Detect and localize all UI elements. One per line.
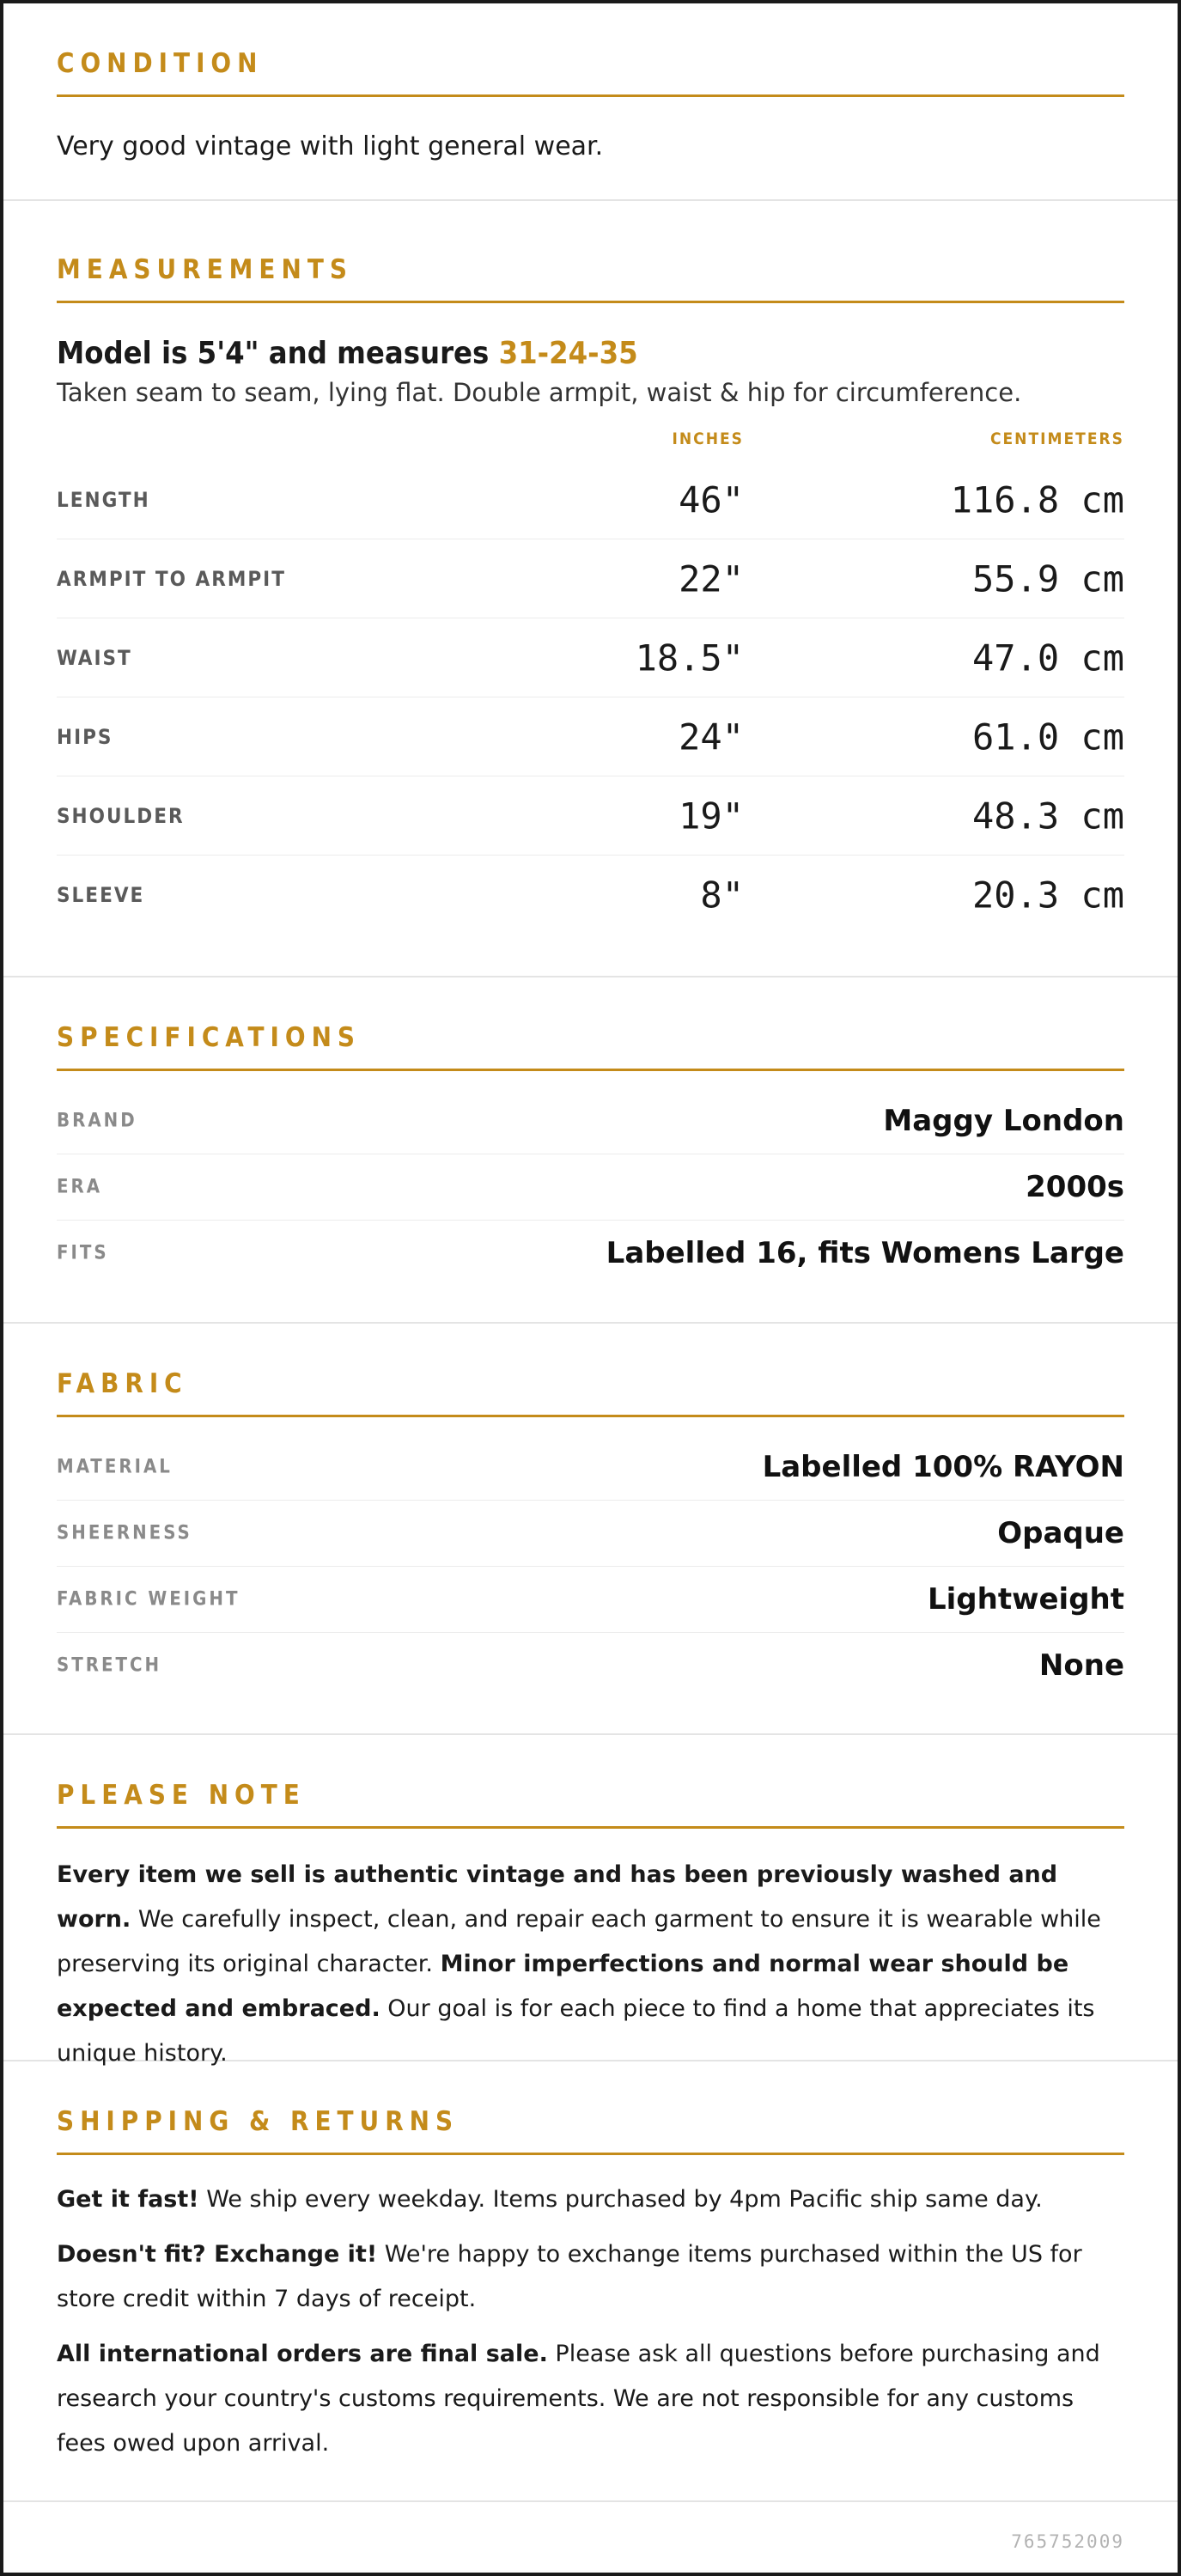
- fabric-value: Opaque: [997, 1516, 1124, 1550]
- condition-heading: [57, 48, 1124, 97]
- measurement-inches: 22": [679, 557, 744, 600]
- model-info: [57, 336, 1124, 371]
- measurement-label: LENGTH: [57, 487, 150, 512]
- spec-value: Maggy London: [883, 1104, 1124, 1138]
- condition-section: [3, 3, 1178, 201]
- measurement-label: WAIST: [57, 645, 132, 670]
- shipping-heading: [57, 2106, 1124, 2155]
- measurement-row-waist: [57, 618, 1124, 697]
- specifications-heading-text: SPECIFICATIONS: [57, 1022, 362, 1053]
- measurement-row-armpit: [57, 539, 1124, 618]
- fabric-row-sheerness: [57, 1501, 1124, 1567]
- spec-key: BRAND: [57, 1110, 137, 1132]
- shipping-text: We ship every weekday. Items purchased by 4pm Pacific ship same day.: [198, 2186, 1043, 2213]
- model-measures: 31-24-35: [498, 336, 638, 371]
- spec-value: 2000s: [1026, 1170, 1124, 1204]
- shipping-bold: Doesn't fit? Exchange it!: [57, 2241, 378, 2268]
- model-prefix: Model is 5'4" and measures: [57, 336, 499, 371]
- measurement-cm: 20.3 cm: [971, 874, 1124, 916]
- measurements-heading: [57, 254, 1124, 303]
- measurement-inches: 46": [679, 478, 744, 521]
- measurement-label: ARMPIT TO ARMPIT: [57, 566, 286, 591]
- fabric-key: SHEERNESS: [57, 1522, 192, 1544]
- fabric-key: FABRIC WEIGHT: [57, 1588, 240, 1611]
- fabric-key: STRETCH: [57, 1654, 162, 1677]
- please-note-heading-text: PLEASE NOTE: [57, 1780, 306, 1811]
- product-id: 765752009: [1011, 2531, 1124, 2552]
- measurement-cm: 55.9 cm: [971, 557, 1124, 600]
- please-note-paragraph: [57, 1853, 1124, 2076]
- shipping-section: [3, 2061, 1178, 2502]
- shipping-paragraph-exchange: [57, 2232, 1124, 2322]
- measurement-cm: 47.0 cm: [971, 636, 1124, 679]
- fabric-row-weight: [57, 1567, 1124, 1633]
- note-bold-1: Every item we sell is authentic vintage and has been previously washed and worn.: [57, 1861, 1058, 1933]
- spec-row-era: [57, 1154, 1124, 1221]
- fabric-heading-text: FABRIC: [57, 1368, 188, 1399]
- shipping-bold: All international orders are final sale.: [57, 2341, 548, 2367]
- fabric-section: [3, 1324, 1178, 1735]
- specifications-list: [57, 1088, 1124, 1286]
- specifications-heading: [57, 1022, 1124, 1071]
- shipping-bold: Get it fast!: [57, 2186, 199, 2213]
- measurement-cm: 48.3 cm: [971, 795, 1124, 837]
- fabric-value: None: [1038, 1648, 1124, 1683]
- fabric-row-stretch: [57, 1633, 1124, 1698]
- shipping-text: We're happy to exchange items purchased within the US for store credit within 7 days of receipt.: [57, 2241, 1082, 2312]
- measurement-row-shoulder: [57, 776, 1124, 856]
- specifications-section: [3, 977, 1178, 1324]
- measurement-row-length: [57, 460, 1124, 539]
- spec-value: Labelled 16, fits Womens Large: [606, 1236, 1124, 1270]
- measurement-inches: 18.5": [635, 636, 744, 679]
- note-text-1: We carefully inspect, clean, and repair each garment to ensure it is wearable while preserving its original character.: [57, 1906, 1101, 1977]
- spec-key: FITS: [57, 1242, 109, 1264]
- measurement-row-hips: [57, 697, 1124, 776]
- shipping-text: Please ask all questions before purchasing and research your country's customs requirements. We are not responsible for any customs fees owed upon arrival.: [57, 2341, 1100, 2457]
- please-note-section: [3, 1735, 1178, 2067]
- spec-row-fits: [57, 1221, 1124, 1286]
- fabric-key: MATERIAL: [57, 1456, 173, 1478]
- measurement-cm: 116.8 cm: [950, 478, 1124, 521]
- fabric-heading: [57, 1368, 1124, 1417]
- measurement-row-sleeve: [57, 856, 1124, 934]
- note-bold-2: Minor imperfections and normal wear should be expected and embraced.: [57, 1951, 1069, 2022]
- spec-key: ERA: [57, 1176, 103, 1198]
- measurement-table: [57, 460, 1124, 934]
- measurement-inches: 8": [700, 874, 744, 916]
- measurement-note: Taken seam to seam, lying flat. Double armpit, waist & hip for circumference.: [57, 378, 1022, 407]
- centimeters-column-header: CENTIMETERS: [989, 429, 1124, 448]
- spec-row-brand: [57, 1088, 1124, 1154]
- measurement-column-headers: [57, 429, 1124, 455]
- measurement-inches: 24": [679, 716, 744, 758]
- measurement-label: SHOULDER: [57, 803, 185, 828]
- shipping-paragraph-international: [57, 2332, 1124, 2466]
- measurement-label: SLEEVE: [57, 882, 145, 907]
- fabric-value: Lightweight: [927, 1582, 1124, 1617]
- please-note-heading: [57, 1780, 1124, 1829]
- measurement-label: HIPS: [57, 724, 113, 749]
- condition-text: Very good vintage with light general wear.: [57, 131, 604, 161]
- measurements-heading-text: MEASUREMENTS: [57, 254, 353, 285]
- condition-heading-text: CONDITION: [57, 48, 264, 79]
- note-text-2: Our goal is for each piece to find a home that appreciates its unique history.: [57, 1995, 1095, 2067]
- shipping-paragraph-fast: [57, 2177, 1124, 2222]
- measurement-cm: 61.0 cm: [971, 716, 1124, 758]
- measurement-inches: 19": [679, 795, 744, 837]
- shipping-heading-text: SHIPPING & RETURNS: [57, 2106, 460, 2137]
- measurements-section: [3, 201, 1178, 977]
- fabric-list: [57, 1434, 1124, 1698]
- fabric-value: Labelled 100% RAYON: [762, 1450, 1124, 1484]
- inches-column-header: INCHES: [672, 429, 744, 448]
- fabric-row-material: [57, 1434, 1124, 1501]
